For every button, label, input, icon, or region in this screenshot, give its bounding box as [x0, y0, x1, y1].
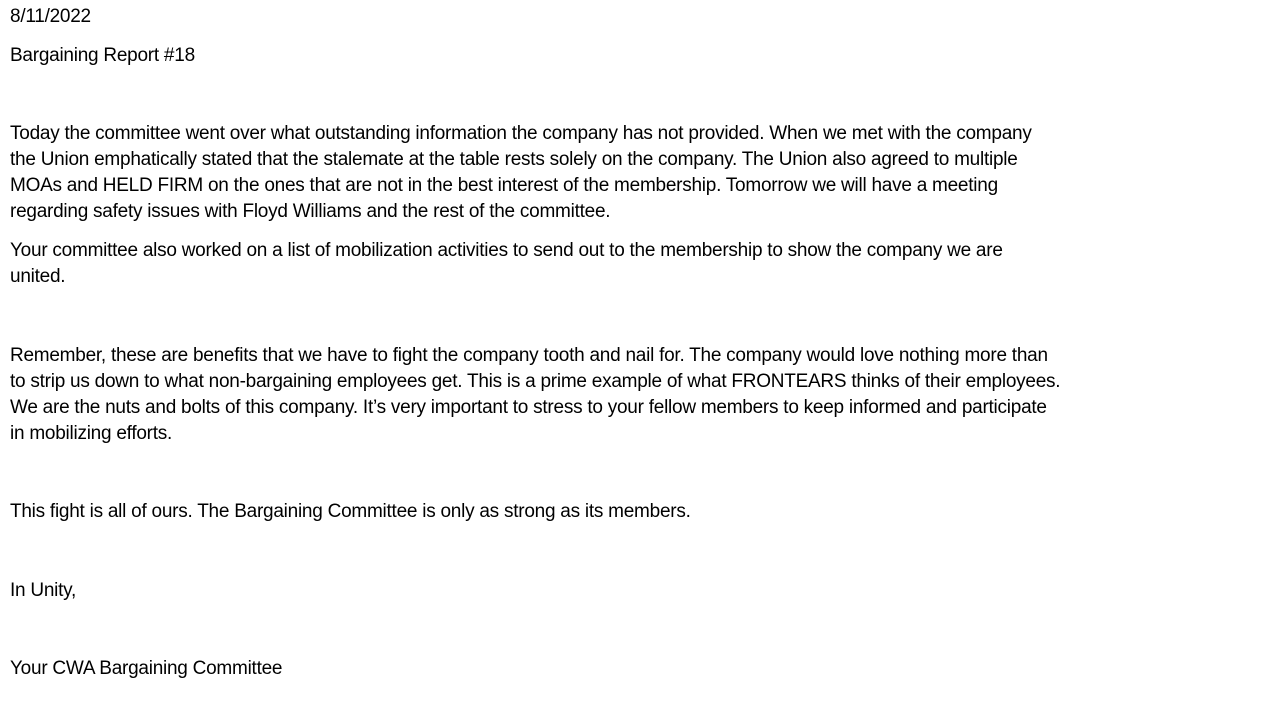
report-date: 8/11/2022: [10, 6, 91, 27]
document-page: [10, 0, 1276, 720]
closing-statement: This fight is all of ours. The Bargaining Committee is only as strong as its members.: [10, 501, 691, 522]
paragraph-line: Your committee also worked on a list of mobilization activities to send out to the membership to show the company we are: [10, 240, 1003, 261]
paragraph-line: MOAs and HELD FIRM on the ones that are not in the best interest of the membership. Tomorrow we will have a meeting: [10, 175, 998, 196]
paragraph-line: We are the nuts and bolts of this company. It’s very important to stress to your fellow members to keep informed and participate: [10, 397, 1047, 418]
paragraph-line: Today the committee went over what outstanding information the company has not provided. When we met with the company: [10, 123, 1032, 144]
paragraph-line: regarding safety issues with Floyd Williams and the rest of the committee.: [10, 201, 611, 222]
paragraph-line: united.: [10, 266, 66, 287]
paragraph-line: in mobilizing efforts.: [10, 423, 173, 444]
paragraph-committee-update: [10, 121, 1276, 225]
signature: Your CWA Bargaining Committee: [10, 658, 283, 679]
paragraph-line: to strip us down to what non-bargaining employees get. This is a prime example of what FRONTEARS thinks of their employees.: [10, 371, 1061, 392]
report-title: Bargaining Report #18: [10, 45, 195, 66]
paragraph-benefits: [10, 343, 1276, 447]
paragraph-mobilization: [10, 238, 1276, 290]
paragraph-line: Remember, these are benefits that we have to fight the company tooth and nail for. The company would love nothing more than: [10, 345, 1048, 366]
paragraph-line: the Union emphatically stated that the stalemate at the table rests solely on the company. The Union also agreed to multiple: [10, 149, 1018, 170]
salutation: In Unity,: [10, 580, 77, 601]
